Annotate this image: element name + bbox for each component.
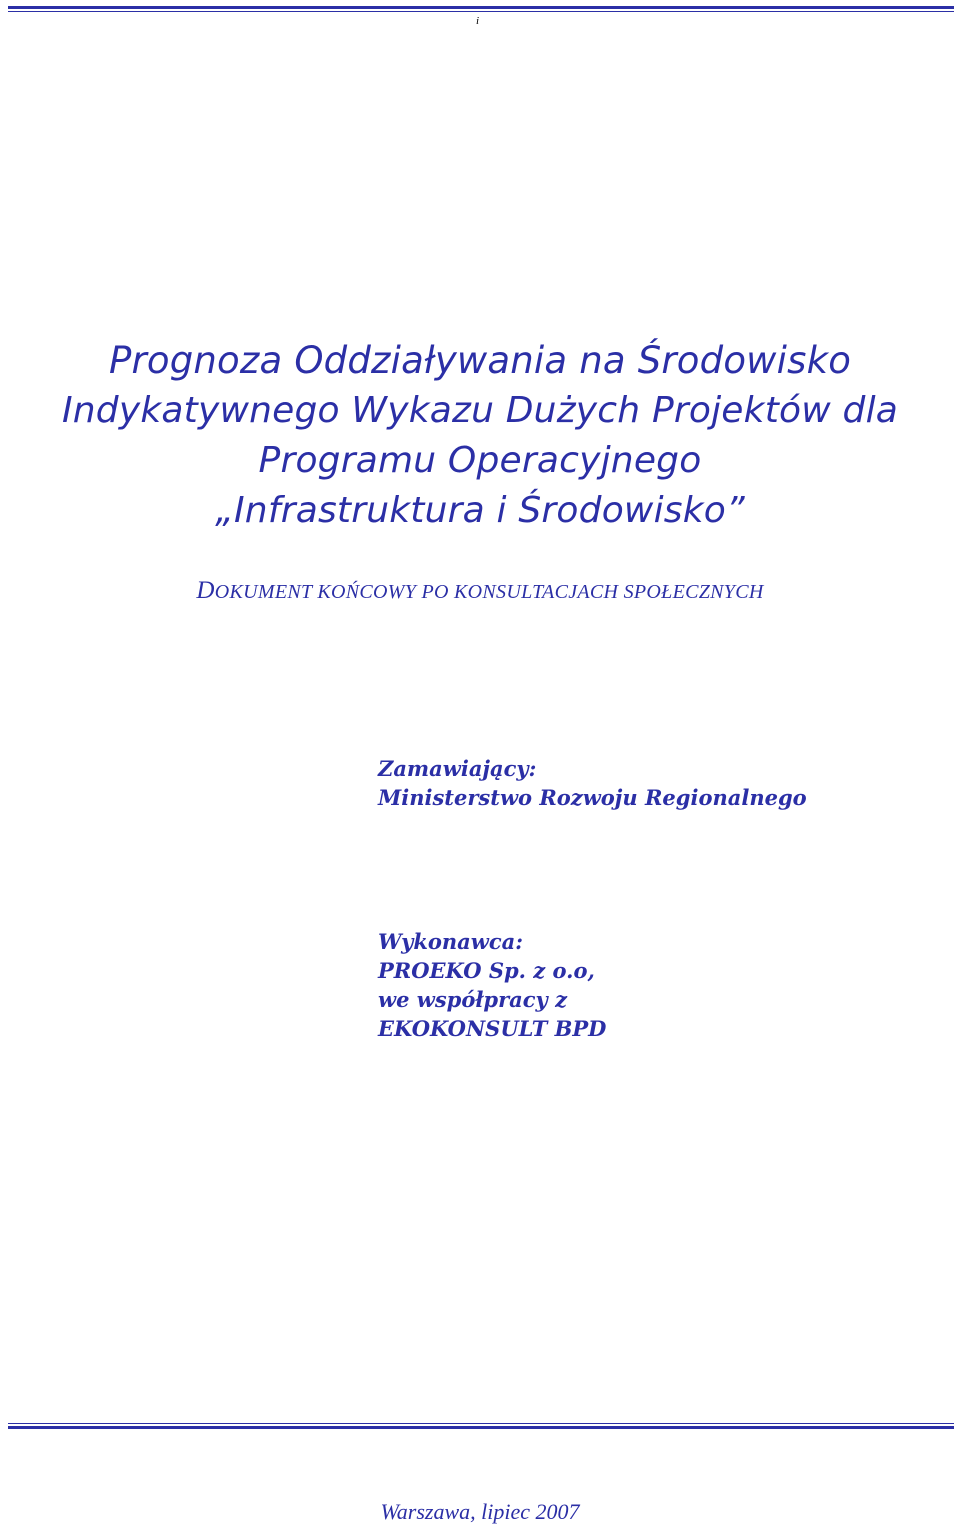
title-line-1: Prognoza Oddziaływania na Środowisko (108, 339, 852, 382)
contractor-partner: EKOKONSULT BPD (378, 1016, 607, 1041)
client-name: Ministerstwo Rozwoju Regionalnego (378, 785, 807, 810)
title-line-4: „Infrastruktura i Środowisko” (215, 490, 745, 531)
bottom-rule-thick-line (8, 1426, 954, 1429)
client-block (378, 754, 807, 812)
document-status-subtitle (0, 577, 960, 605)
bottom-double-rule (8, 1423, 954, 1429)
contractor-name: PROEKO Sp. z o.o, (378, 958, 595, 983)
title-line-2: Indykatywnego Wykazu Dużych Projektów dla (61, 390, 899, 431)
subtitle-rest: OKUMENT KOŃCOWY PO KONSULTACJACH SPOŁECZNYCH (214, 581, 764, 603)
top-rule-thin-line (8, 11, 954, 12)
contractor-block (378, 927, 606, 1043)
bottom-rule-thin-line (8, 1423, 954, 1424)
title-line-3: Programu Operacyjnego (258, 440, 702, 481)
subtitle-initial: D (196, 577, 215, 604)
top-rule-thick-line (8, 6, 954, 9)
page-number: i (476, 15, 480, 27)
client-label: Zamawiający: (378, 756, 537, 781)
top-double-rule (8, 6, 954, 12)
document-title (0, 336, 960, 536)
place-and-date: Warszawa, lipiec 2007 (380, 1499, 580, 1524)
contractor-cooperation: we współpracy z (378, 987, 567, 1012)
contractor-label: Wykonawca: (378, 929, 523, 954)
